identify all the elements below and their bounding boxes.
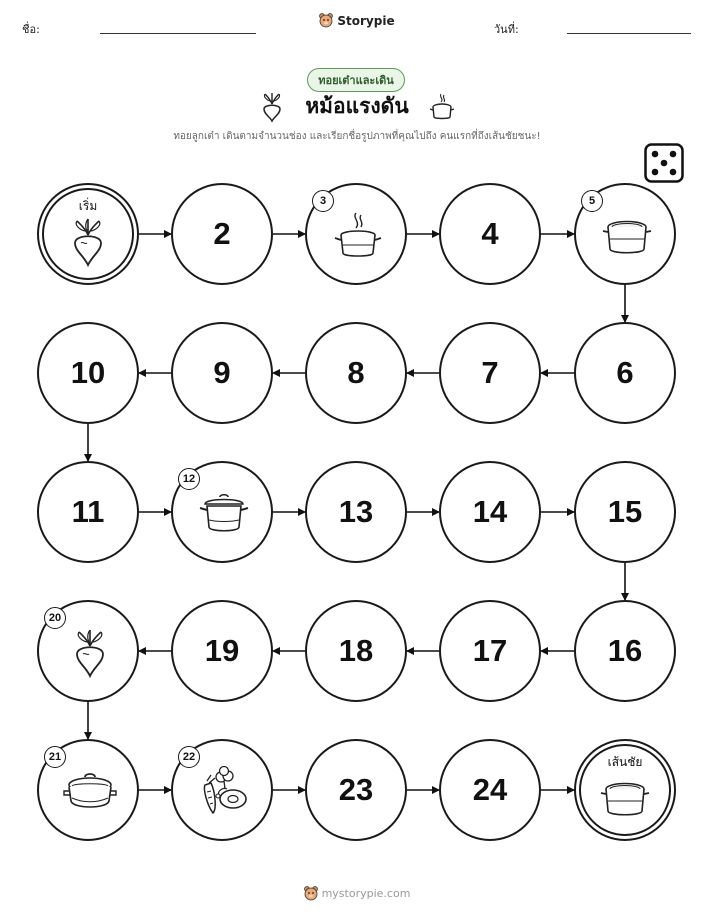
board-cell-9: [171, 322, 273, 424]
board-cell-14: [439, 461, 541, 563]
game-title: หม้อแรงดัน: [305, 94, 409, 118]
board-cell-6: [574, 322, 676, 424]
board-cell-19: [171, 600, 273, 702]
board-cell-17: [439, 600, 541, 702]
cell-number-badge: 20: [44, 607, 66, 629]
cell-number: 23: [338, 772, 374, 807]
cell-number: 7: [481, 355, 499, 390]
board-cell-22: [171, 739, 273, 841]
name-label: ชื่อ:: [22, 23, 40, 36]
board-cell-24: [439, 739, 541, 841]
game-instructions: ทอยลูกเต๋า เดินตามจำนวนช่อง และเรียกชื่อรูปภาพที่คุณไปถึง คนแรกที่ถึงเส้นชัยชนะ!: [173, 131, 541, 142]
cell-number: 17: [472, 633, 508, 668]
board-cell-12: [171, 461, 273, 563]
board-cell-20: [37, 600, 139, 702]
start-cell: [37, 183, 139, 285]
cell-number: 24: [472, 772, 508, 807]
game-tag: ทอยเต๋าและเดิน: [307, 68, 405, 92]
cell-number: 4: [481, 216, 499, 251]
footer: [0, 886, 714, 901]
footer-url: mystorypie.com: [321, 887, 411, 900]
brand-name: Storypie: [337, 13, 395, 28]
cell-number: 15: [607, 494, 643, 529]
cell-number: 18: [338, 633, 374, 668]
board-cell-18: [305, 600, 407, 702]
finish-label: เส้นชัย: [607, 755, 643, 769]
start-label: เริ่ม: [78, 199, 98, 213]
cell-number: 14: [472, 494, 508, 529]
date-label: วันที่:: [494, 23, 519, 36]
board-cell-8: [305, 322, 407, 424]
board-cell-10: [37, 322, 139, 424]
cell-number-badge: 5: [581, 190, 603, 212]
soup-pot-icon: [600, 209, 654, 263]
cell-number: 11: [71, 494, 105, 529]
board-cell-2: [171, 183, 273, 285]
beet-icon: [61, 215, 115, 269]
beet-icon: [63, 626, 117, 680]
cell-number: 10: [70, 355, 106, 390]
board-cell-23: [305, 739, 407, 841]
cell-number: 8: [347, 355, 365, 390]
cooking-pot-icon: [197, 487, 251, 541]
mascot-icon: [304, 886, 318, 901]
cell-number-badge: 22: [178, 746, 200, 768]
board-cell-3: [305, 183, 407, 285]
cell-number: 2: [213, 216, 231, 251]
board-cell-16: [574, 600, 676, 702]
cell-number: 19: [204, 633, 240, 668]
cell-number-badge: 3: [312, 190, 334, 212]
cell-number-badge: 12: [178, 468, 200, 490]
soup-pot-icon: [598, 771, 652, 825]
cell-number: 13: [338, 494, 374, 529]
board-cell-13: [305, 461, 407, 563]
board-cell-4: [439, 183, 541, 285]
dutch-oven-icon: [63, 765, 117, 819]
board-cell-5: [574, 183, 676, 285]
vegetables-meat-icon: [197, 765, 251, 819]
cell-number-badge: 21: [44, 746, 66, 768]
board-cell-7: [439, 322, 541, 424]
finish-cell: [574, 739, 676, 841]
cell-number: 9: [213, 355, 231, 390]
cell-number: 16: [607, 633, 643, 668]
steaming-pot-icon: [331, 209, 385, 263]
cell-number: 6: [616, 355, 634, 390]
board-cell-21: [37, 739, 139, 841]
board-cell-15: [574, 461, 676, 563]
board-cell-11: [37, 461, 139, 563]
